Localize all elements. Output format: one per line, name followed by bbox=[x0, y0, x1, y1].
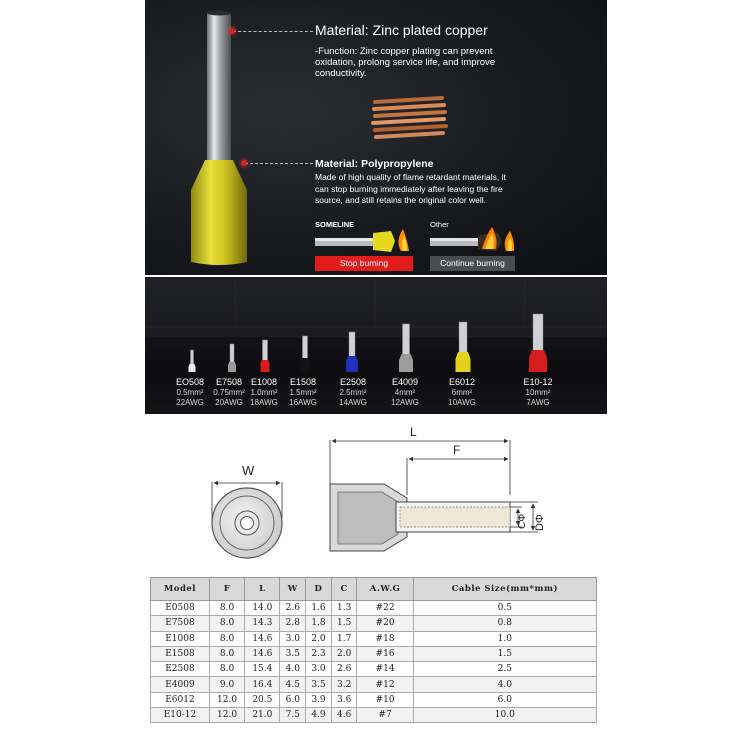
table-cell: 12.0 bbox=[209, 692, 244, 707]
table-cell: 6.0 bbox=[413, 692, 596, 707]
table-cell: #10 bbox=[357, 692, 413, 707]
ferrule-e7508 bbox=[228, 344, 236, 372]
lineup-code: E7508 bbox=[215, 377, 243, 387]
dim-f-label: F bbox=[453, 443, 461, 457]
column-header: W bbox=[280, 578, 306, 601]
table-cell: 2.8 bbox=[280, 616, 306, 631]
ours-label: SOMELINE bbox=[315, 220, 355, 229]
table-row bbox=[151, 662, 597, 677]
ferrule-e1508 bbox=[300, 336, 310, 372]
table-cell: 3.5 bbox=[280, 646, 306, 661]
table-cell: 14.6 bbox=[245, 631, 280, 646]
table-cell: 21.0 bbox=[245, 708, 280, 723]
table-cell: 4.6 bbox=[331, 708, 357, 723]
lineup-awg: 14AWG bbox=[339, 398, 367, 407]
table-cell: E7508 bbox=[151, 616, 210, 631]
callout-dot-plastic bbox=[241, 160, 247, 166]
table-cell: 8.0 bbox=[209, 662, 244, 677]
table-cell: 2.3 bbox=[306, 646, 332, 661]
callout-dot-metal bbox=[229, 28, 235, 34]
lineup-code: E1008 bbox=[250, 377, 278, 387]
stop-burning-badge: Stop burning bbox=[315, 256, 413, 271]
table-row bbox=[151, 677, 597, 692]
lineup-code: E6012 bbox=[448, 377, 476, 387]
table-cell: 14.6 bbox=[245, 646, 280, 661]
lineup-label-e1508 bbox=[289, 377, 317, 409]
lineup-awg: 22AWG bbox=[176, 398, 204, 407]
lineup-size: 6mm² bbox=[451, 387, 473, 397]
table-cell: 3.0 bbox=[280, 631, 306, 646]
table-cell: E4009 bbox=[151, 677, 210, 692]
lineup-awg: 16AWG bbox=[289, 398, 317, 407]
dim-w-label: W bbox=[242, 463, 255, 478]
table-cell: E6012 bbox=[151, 692, 210, 707]
table-row bbox=[151, 646, 597, 661]
lineup-code: E2508 bbox=[339, 377, 367, 387]
table-cell: 0.8 bbox=[413, 616, 596, 631]
material-feature-panel bbox=[145, 0, 607, 275]
table-cell: 7.5 bbox=[280, 708, 306, 723]
table-cell: #22 bbox=[357, 601, 413, 616]
table-cell: 2.0 bbox=[306, 631, 332, 646]
table-cell: 1.5 bbox=[413, 646, 596, 661]
lineup-awg: 18AWG bbox=[250, 398, 278, 407]
table-cell: 3.0 bbox=[306, 662, 332, 677]
end-view-drawing bbox=[212, 482, 282, 558]
table-cell: E1008 bbox=[151, 631, 210, 646]
lineup-code: E4009 bbox=[391, 377, 419, 387]
table-cell: 16.4 bbox=[245, 677, 280, 692]
continue-burning-badge: Continue burning bbox=[430, 256, 515, 271]
table-cell: 1.5 bbox=[331, 616, 357, 631]
table-cell: 4.0 bbox=[280, 662, 306, 677]
table-cell: 1.6 bbox=[306, 601, 332, 616]
callout-line-plastic bbox=[245, 163, 313, 165]
table-cell: 14.0 bbox=[245, 601, 280, 616]
dim-l-label: L bbox=[410, 425, 417, 439]
table-cell: 0.5 bbox=[413, 601, 596, 616]
table-cell: 20.5 bbox=[245, 692, 280, 707]
table-cell: 2.6 bbox=[280, 601, 306, 616]
column-header: C bbox=[331, 578, 357, 601]
lineup-size: 4mm² bbox=[394, 387, 416, 397]
table-cell: 15.4 bbox=[245, 662, 280, 677]
specification-table bbox=[150, 577, 597, 723]
material-copper-title: Material: Zinc plated copper bbox=[315, 22, 488, 38]
table-cell: 4.5 bbox=[280, 677, 306, 692]
table-cell: 2.5 bbox=[413, 662, 596, 677]
table-cell: E0508 bbox=[151, 601, 210, 616]
table-cell: 10.0 bbox=[413, 708, 596, 723]
table-cell: 3.5 bbox=[306, 677, 332, 692]
lineup-size: 0.75mm² bbox=[213, 387, 245, 397]
table-row bbox=[151, 601, 597, 616]
material-pp-desc: Made of high quality of flame retardant materials, it can stop burning immediately after leaving the fire source, and still retains the original color well. bbox=[315, 172, 506, 205]
lineup-size: 0.5mm² bbox=[176, 387, 204, 397]
dim-c-label: CΦ bbox=[517, 513, 528, 529]
table-cell: 8.0 bbox=[209, 631, 244, 646]
lineup-code: EO508 bbox=[175, 377, 205, 387]
lineup-awg: 20AWG bbox=[215, 398, 243, 407]
table-header-row bbox=[151, 578, 597, 601]
material-copper-desc: -Function: Zinc copper plating can prevent oxidation, prolong service life, and improve conductivity. bbox=[315, 46, 496, 79]
table-cell: 2.6 bbox=[331, 662, 357, 677]
table-row bbox=[151, 692, 597, 707]
dimension-diagram bbox=[0, 420, 750, 570]
lineup-label-e1008 bbox=[250, 377, 278, 409]
table-row bbox=[151, 616, 597, 631]
table-cell: 4.9 bbox=[306, 708, 332, 723]
lineup-awg: 7AWG bbox=[526, 398, 550, 407]
ferrule-eo508 bbox=[189, 350, 196, 372]
lineup-size: 1.5mm² bbox=[289, 387, 317, 397]
lineup-size: 10mm² bbox=[525, 387, 551, 397]
material-pp-title: Material: Polypropylene bbox=[315, 158, 434, 170]
table-cell: 12.0 bbox=[209, 708, 244, 723]
ferrule-closeup-image bbox=[175, 10, 265, 265]
column-header: D bbox=[306, 578, 332, 601]
table-cell: 14.3 bbox=[245, 616, 280, 631]
dim-d-label: DΦ bbox=[534, 514, 546, 531]
lineup-code: E10-12 bbox=[523, 377, 553, 387]
table-cell: 8.0 bbox=[209, 601, 244, 616]
table-cell: 1.7 bbox=[331, 631, 357, 646]
callout-line-metal bbox=[233, 31, 313, 33]
ours-burn-test-image bbox=[315, 227, 410, 257]
table-cell: E10-12 bbox=[151, 708, 210, 723]
ferrule-e6012 bbox=[456, 322, 471, 372]
lineup-label-e4009 bbox=[391, 377, 419, 409]
table-cell: #16 bbox=[357, 646, 413, 661]
lineup-label-e2508 bbox=[339, 377, 367, 409]
lineup-awg: 10AWG bbox=[448, 398, 476, 407]
table-cell: 4.0 bbox=[413, 677, 596, 692]
lineup-label-e6012 bbox=[448, 377, 476, 409]
table-cell: 3.6 bbox=[331, 692, 357, 707]
table-cell: E1508 bbox=[151, 646, 210, 661]
table-cell: #18 bbox=[357, 631, 413, 646]
column-header: Cable Size(mm*mm) bbox=[413, 578, 596, 601]
table-cell: 8.0 bbox=[209, 616, 244, 631]
lineup-label-eo508 bbox=[176, 377, 204, 409]
table-row bbox=[151, 631, 597, 646]
column-header: F bbox=[209, 578, 244, 601]
table-cell: 3.2 bbox=[331, 677, 357, 692]
lineup-label-e10-12 bbox=[523, 377, 552, 409]
lineup-size: 1.0mm² bbox=[250, 387, 278, 397]
ferrule-e2508 bbox=[346, 332, 358, 372]
table-cell: 3.9 bbox=[306, 692, 332, 707]
product-lineup bbox=[145, 277, 607, 414]
table-row bbox=[151, 708, 597, 723]
table-cell: #12 bbox=[357, 677, 413, 692]
ferrule-e10-12 bbox=[529, 314, 547, 372]
copper-wire-image bbox=[370, 94, 450, 142]
table-cell: E2508 bbox=[151, 662, 210, 677]
table-cell: 1.3 bbox=[331, 601, 357, 616]
table-cell: 2.0 bbox=[331, 646, 357, 661]
table-cell: #14 bbox=[357, 662, 413, 677]
lineup-size: 2.5mm² bbox=[339, 387, 367, 397]
ferrule-e4009 bbox=[399, 324, 413, 372]
table-cell: 6.0 bbox=[280, 692, 306, 707]
table-cell: 8.0 bbox=[209, 646, 244, 661]
other-burn-test-image bbox=[430, 227, 525, 257]
side-view-drawing bbox=[330, 440, 538, 551]
ferrule-e1008 bbox=[261, 340, 270, 372]
table-cell: #20 bbox=[357, 616, 413, 631]
lineup-label-e7508 bbox=[213, 377, 245, 409]
lineup-awg: 12AWG bbox=[391, 398, 419, 407]
column-header: A.W.G bbox=[357, 578, 413, 601]
other-label: Other bbox=[430, 220, 449, 229]
table-cell: #7 bbox=[357, 708, 413, 723]
column-header: L bbox=[245, 578, 280, 601]
lineup-code: E1508 bbox=[289, 377, 317, 387]
table-cell: 1.8 bbox=[306, 616, 332, 631]
column-header: Model bbox=[151, 578, 210, 601]
table-cell: 1.0 bbox=[413, 631, 596, 646]
table-cell: 9.0 bbox=[209, 677, 244, 692]
